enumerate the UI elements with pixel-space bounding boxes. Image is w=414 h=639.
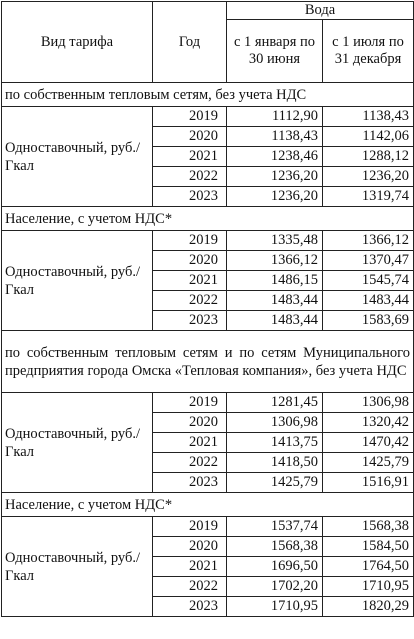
year-cell: 2022 bbox=[153, 167, 227, 187]
value-jan-jun-cell: 1112,90 bbox=[227, 107, 323, 127]
table-row bbox=[2, 393, 414, 413]
year-cell: 2021 bbox=[153, 433, 227, 453]
tariff-table bbox=[1, 1, 414, 617]
year-cell: 2022 bbox=[153, 577, 227, 597]
value-jul-dec-cell: 1710,95 bbox=[323, 577, 414, 597]
year-cell: 2021 bbox=[153, 557, 227, 577]
value-jul-dec-cell: 1306,98 bbox=[323, 393, 414, 413]
value-jul-dec-cell: 1142,06 bbox=[323, 127, 414, 147]
value-jul-dec-cell: 1138,43 bbox=[323, 107, 414, 127]
section-title: Население, с учетом НДС* bbox=[2, 207, 414, 231]
year-cell: 2023 bbox=[153, 597, 227, 617]
value-jul-dec-cell: 1288,12 bbox=[323, 147, 414, 167]
value-jul-dec-cell: 1370,47 bbox=[323, 251, 414, 271]
value-jan-jun-cell: 1138,43 bbox=[227, 127, 323, 147]
year-cell: 2019 bbox=[153, 107, 227, 127]
value-jul-dec-cell: 1236,20 bbox=[323, 167, 414, 187]
table-row bbox=[2, 231, 414, 251]
tariff-type-cell: Одноставочный, руб./Гкал bbox=[2, 107, 153, 207]
year-cell: 2019 bbox=[153, 393, 227, 413]
section-title-row bbox=[2, 83, 414, 107]
value-jan-jun-cell: 1710,95 bbox=[227, 597, 323, 617]
value-jan-jun-cell: 1281,45 bbox=[227, 393, 323, 413]
header-period-jul-dec: с 1 июля по 31 декабря bbox=[323, 20, 414, 83]
value-jul-dec-cell: 1568,38 bbox=[323, 517, 414, 537]
value-jan-jun-cell: 1366,12 bbox=[227, 251, 323, 271]
year-cell: 2023 bbox=[153, 311, 227, 331]
value-jul-dec-cell: 1470,42 bbox=[323, 433, 414, 453]
value-jan-jun-cell: 1418,50 bbox=[227, 453, 323, 473]
value-jul-dec-cell: 1764,50 bbox=[323, 557, 414, 577]
section-title: Население, с учетом НДС* bbox=[2, 493, 414, 517]
tariff-type-cell: Одноставочный, руб./Гкал bbox=[2, 231, 153, 331]
section-title-row bbox=[2, 207, 414, 231]
tariff-type-cell: Одноставочный, руб./Гкал bbox=[2, 393, 153, 493]
value-jul-dec-cell: 1516,91 bbox=[323, 473, 414, 493]
value-jul-dec-cell: 1545,74 bbox=[323, 271, 414, 291]
value-jan-jun-cell: 1236,20 bbox=[227, 187, 323, 207]
tariff-table-body bbox=[2, 2, 414, 617]
value-jan-jun-cell: 1413,75 bbox=[227, 433, 323, 453]
section-title-row bbox=[2, 493, 414, 517]
value-jan-jun-cell: 1696,50 bbox=[227, 557, 323, 577]
value-jul-dec-cell: 1820,29 bbox=[323, 597, 414, 617]
year-cell: 2020 bbox=[153, 127, 227, 147]
year-cell: 2019 bbox=[153, 231, 227, 251]
value-jul-dec-cell: 1319,74 bbox=[323, 187, 414, 207]
table-row bbox=[2, 107, 414, 127]
value-jul-dec-cell: 1483,44 bbox=[323, 291, 414, 311]
year-cell: 2020 bbox=[153, 413, 227, 433]
value-jan-jun-cell: 1702,20 bbox=[227, 577, 323, 597]
value-jan-jun-cell: 1425,79 bbox=[227, 473, 323, 493]
value-jul-dec-cell: 1320,42 bbox=[323, 413, 414, 433]
section-title: по собственным тепловым сетям, без учета НДС bbox=[2, 83, 414, 107]
value-jul-dec-cell: 1584,50 bbox=[323, 537, 414, 557]
value-jan-jun-cell: 1486,15 bbox=[227, 271, 323, 291]
header-year: Год bbox=[153, 2, 227, 83]
year-cell: 2022 bbox=[153, 453, 227, 473]
value-jan-jun-cell: 1568,38 bbox=[227, 537, 323, 557]
header-tariff-type: Вид тарифа bbox=[2, 2, 153, 83]
header-period-jan-jun: с 1 января по 30 июня bbox=[227, 20, 323, 83]
value-jan-jun-cell: 1483,44 bbox=[227, 291, 323, 311]
value-jan-jun-cell: 1335,48 bbox=[227, 231, 323, 251]
year-cell: 2023 bbox=[153, 187, 227, 207]
year-cell: 2021 bbox=[153, 271, 227, 291]
table-row bbox=[2, 517, 414, 537]
tariff-type-cell: Одноставочный, руб./Гкал bbox=[2, 517, 153, 617]
year-cell: 2020 bbox=[153, 537, 227, 557]
value-jul-dec-cell: 1425,79 bbox=[323, 453, 414, 473]
header-row-top bbox=[2, 2, 414, 20]
value-jul-dec-cell: 1366,12 bbox=[323, 231, 414, 251]
value-jul-dec-cell: 1583,69 bbox=[323, 311, 414, 331]
header-water: Вода bbox=[227, 2, 414, 20]
year-cell: 2020 bbox=[153, 251, 227, 271]
value-jan-jun-cell: 1483,44 bbox=[227, 311, 323, 331]
year-cell: 2022 bbox=[153, 291, 227, 311]
section-title-row bbox=[2, 331, 414, 393]
year-cell: 2019 bbox=[153, 517, 227, 537]
year-cell: 2023 bbox=[153, 473, 227, 493]
section-title: по собственным тепловым сетям и по сетям Муниципального предприятия города Омска «Тепловая компания», без учета НДС bbox=[2, 331, 414, 393]
value-jan-jun-cell: 1238,46 bbox=[227, 147, 323, 167]
year-cell: 2021 bbox=[153, 147, 227, 167]
value-jan-jun-cell: 1537,74 bbox=[227, 517, 323, 537]
value-jan-jun-cell: 1236,20 bbox=[227, 167, 323, 187]
value-jan-jun-cell: 1306,98 bbox=[227, 413, 323, 433]
